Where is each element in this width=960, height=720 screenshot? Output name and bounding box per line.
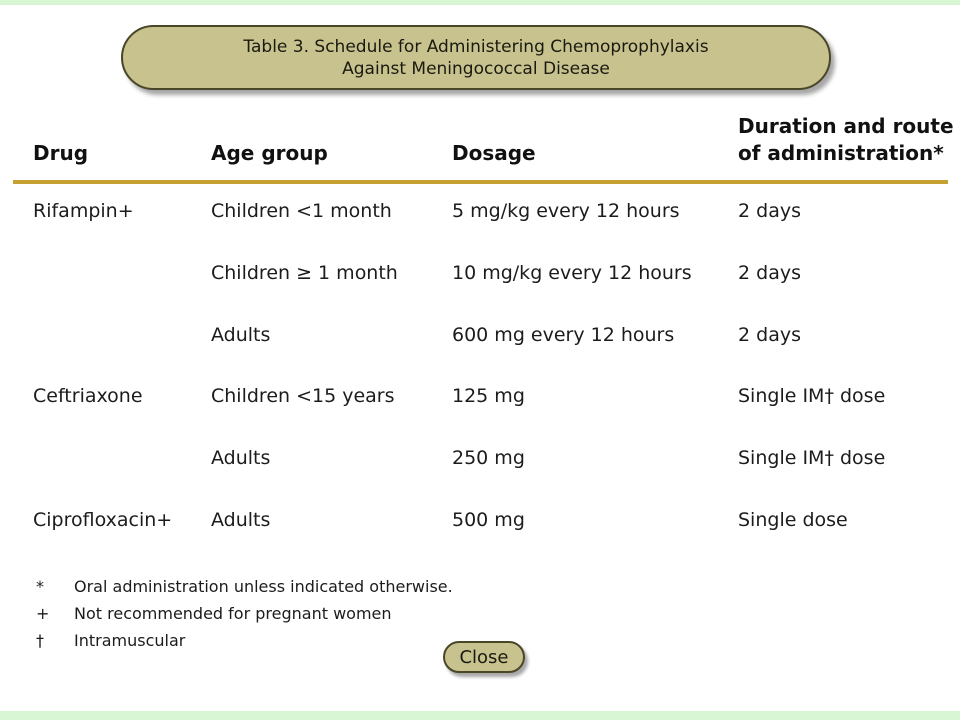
- cell-drug: Ciprofloxacin+: [33, 509, 173, 531]
- header-age-group: Age group: [211, 141, 328, 165]
- cell-dosage: 10 mg/kg every 12 hours: [452, 262, 692, 284]
- table-header: [0, 115, 960, 181]
- cell-duration: 2 days: [738, 200, 801, 222]
- footnote-symbol: †: [36, 631, 44, 650]
- cell-duration: Single dose: [738, 509, 848, 531]
- cell-duration: 2 days: [738, 262, 801, 284]
- cell-dosage: 500 mg: [452, 509, 525, 531]
- cell-age-group: Adults: [211, 509, 271, 531]
- title-line-1: Table 3. Schedule for Administering Chemoprophylaxis: [243, 36, 709, 57]
- header-dosage: Dosage: [452, 141, 536, 165]
- cell-drug: Rifampin+: [33, 200, 134, 222]
- header-duration-line2: of administration*: [738, 141, 944, 165]
- cell-dosage: 5 mg/kg every 12 hours: [452, 200, 680, 222]
- cell-age-group: Children <1 month: [211, 200, 392, 222]
- cell-drug: Ceftriaxone: [33, 385, 143, 407]
- cell-age-group: Children <15 years: [211, 385, 395, 407]
- footnote-text: Intramuscular: [74, 631, 186, 650]
- footnote-item: [36, 604, 392, 624]
- footnote-symbol: *: [36, 577, 44, 596]
- footnote-text: Not recommended for pregnant women: [74, 604, 392, 623]
- cell-age-group: Children ≥ 1 month: [211, 262, 398, 284]
- footnote-item: [36, 631, 185, 651]
- cell-duration: Single IM† dose: [738, 447, 886, 469]
- cell-dosage: 600 mg every 12 hours: [452, 324, 675, 346]
- content-panel: [0, 5, 960, 711]
- footnote-item: [36, 577, 453, 597]
- cell-age-group: Adults: [211, 324, 271, 346]
- cell-dosage: 250 mg: [452, 447, 525, 469]
- title-line-2: Against Meningococcal Disease: [342, 58, 610, 79]
- table-title-banner: [121, 25, 831, 90]
- header-drug: Drug: [33, 141, 89, 165]
- footnote-text: Oral administration unless indicated otherwise.: [74, 577, 453, 596]
- header-duration-line1: Duration and route: [738, 114, 954, 138]
- cell-duration: 2 days: [738, 324, 801, 346]
- cell-age-group: Adults: [211, 447, 271, 469]
- header-divider: [13, 180, 948, 184]
- close-button[interactable]: Close: [443, 641, 525, 673]
- cell-duration: Single IM† dose: [738, 385, 886, 407]
- cell-dosage: 125 mg: [452, 385, 525, 407]
- footnote-symbol: +: [36, 604, 50, 623]
